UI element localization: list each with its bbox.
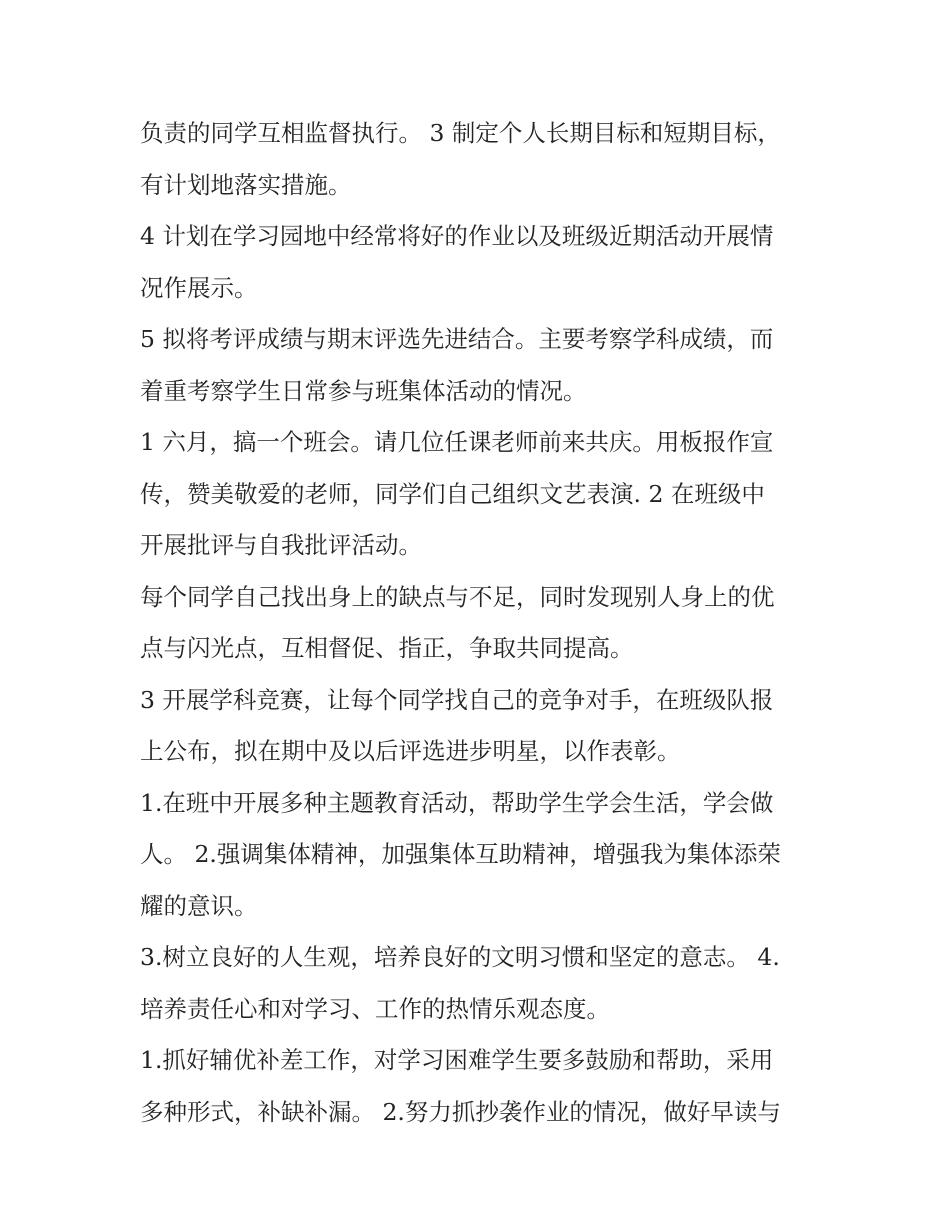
text-line: 每个同学自己找出身上的缺点与不足，同时发现别人身上的优 bbox=[140, 582, 775, 611]
text-line: 5 拟将考评成绩与期末评选先进结合。主要考察学科成绩，而 bbox=[140, 325, 774, 353]
text-line: 负责的同学互相监督执行。 3 制定个人长期目标和短期目标， bbox=[140, 119, 781, 147]
text-line: 有计划地落实措施。 bbox=[140, 170, 352, 199]
text-line: 况作展示。 bbox=[140, 273, 258, 302]
text-line: 培养责任心和对学习、工作的热情乐观态度。 bbox=[140, 994, 610, 1023]
text-line: 1.在班中开展多种主题教育活动，帮助学生学会生活，学会做 bbox=[140, 788, 774, 817]
text-line: 4 计划在学习园地中经常将好的作业以及班级近期活动开展情 bbox=[140, 222, 774, 250]
text-line: 1.抓好辅优补差工作，对学习困难学生要多鼓励和帮助，采用 bbox=[140, 1046, 774, 1074]
text-line: 上公布，拟在期中及以后评选进步明星，以作表彰。 bbox=[140, 737, 681, 765]
text-line: 传，赞美敬爱的老师，同学们自己组织文艺表演. 2 在班级中 bbox=[140, 479, 765, 508]
text-line: 着重考察学生日常参与班集体活动的情况。 bbox=[140, 376, 587, 405]
text-line: 耀的意识。 bbox=[140, 891, 258, 920]
text-line: 人。 2.强调集体精神，加强集体互助精神，增强我为集体添荣 bbox=[140, 840, 781, 868]
text-line: 1 六月，搞一个班会。请几位任课老师前来共庆。用板报作宣 bbox=[140, 428, 774, 456]
document-body bbox=[140, 108, 820, 1138]
text-line: 3.树立良好的人生观，培养良好的文明习惯和坚定的意志。 4. bbox=[140, 943, 780, 971]
text-line: 3 开展学科竞赛，让每个同学找自己的竞争对手，在班级队报 bbox=[140, 685, 774, 714]
text-line: 点与闪光点，互相督促、指正，争取共同提高。 bbox=[140, 634, 634, 662]
text-line: 多种形式，补缺补漏。 2.努力抓抄袭作业的情况，做好早读与 bbox=[140, 1097, 781, 1126]
text-line: 开展批评与自我批评活动。 bbox=[140, 531, 422, 559]
